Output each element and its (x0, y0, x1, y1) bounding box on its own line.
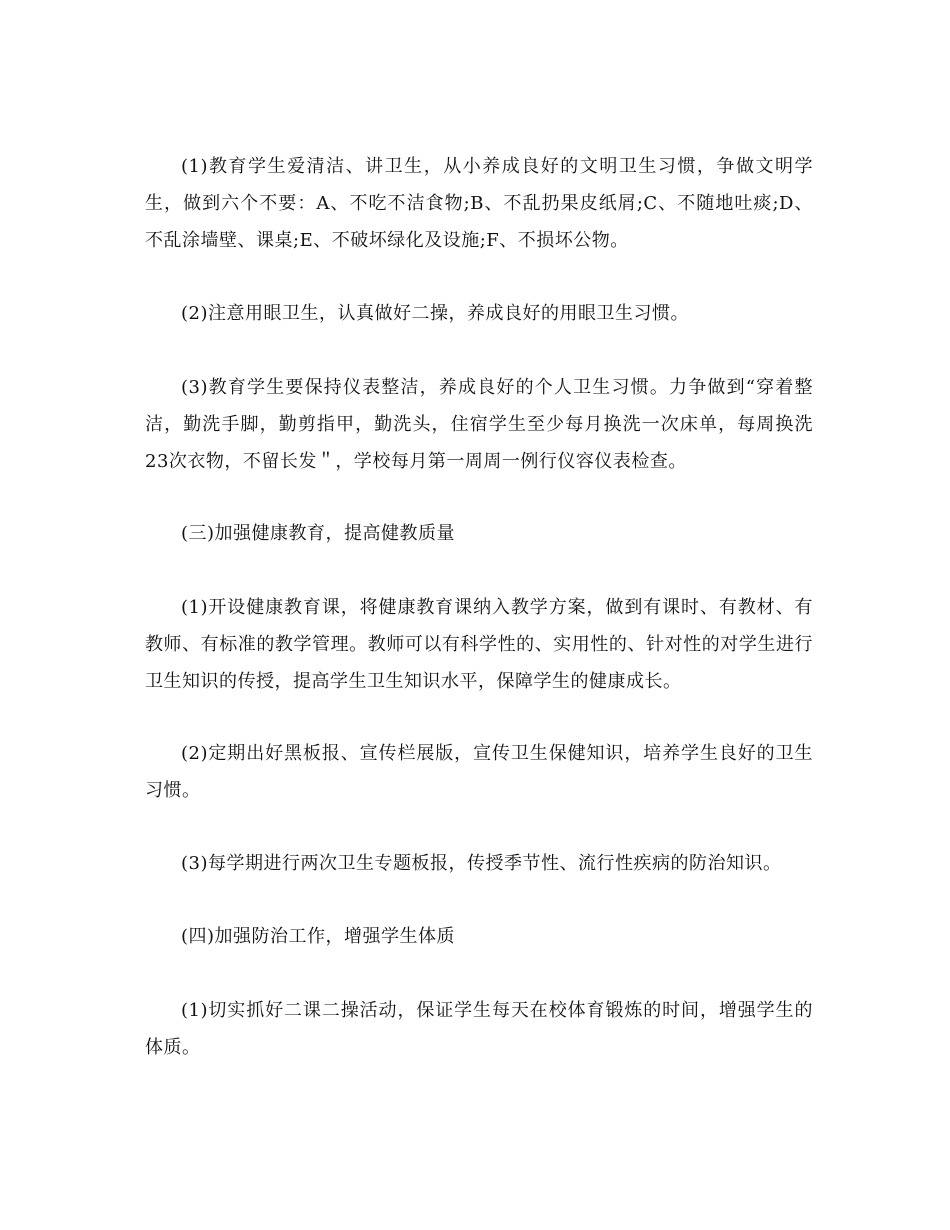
paragraph-blackboard: (2)定期出好黑板报、宣传栏展版，宣传卫生保健知识，培养学生良好的卫生习惯。 (145, 743, 813, 801)
paragraph-disease-prevention: (3)每学期进行两次卫生专题板报，传授季节性、流行性疾病的防治知识。 (181, 853, 782, 874)
section-heading-health-education: (三)加强健康教育，提高健教质量 (181, 523, 456, 544)
paragraph-health-course: (1)开设健康教育课，将健康教育课纳入教学方案，做到有课时、有教材、有教师、有标准的教学管理。教师可以有科学性的、实用性的、针对性的对学生进行卫生知识的传授，提高学生卫生知识水平，保障学生的健康成长。 (145, 597, 813, 692)
paragraph-hygiene-habits: (1)教育学生爱清洁、讲卫生，从小养成良好的文明卫生习惯，争做文明学生，做到六个不要：A、不吃不洁食物;B、不乱扔果皮纸屑;C、不随地吐痰;D、不乱涂墙壁、课桌;E、不破坏绿化及设施;F、不损坏公物。 (145, 156, 813, 251)
paragraph-personal-appearance: (3)教育学生要保持仪表整洁，养成良好的个人卫生习惯。力争做到“穿着整洁，勤洗手脚，勤剪指甲，勤洗头，住宿学生至少每月换洗一次床单，每周换洗23次衣物，不留长发＂，学校每月第一周周一例行仪容仪表检查。 (145, 377, 813, 472)
paragraph-eye-hygiene: (2)注意用眼卫生，认真做好二操，养成良好的用眼卫生习惯。 (181, 303, 689, 324)
paragraph-physical-exercise: (1)切实抓好二课二操活动，保证学生每天在校体育锻炼的时间，增强学生的体质。 (145, 1000, 813, 1058)
section-heading-prevention-work: (四)加强防治工作，增强学生体质 (181, 926, 456, 947)
